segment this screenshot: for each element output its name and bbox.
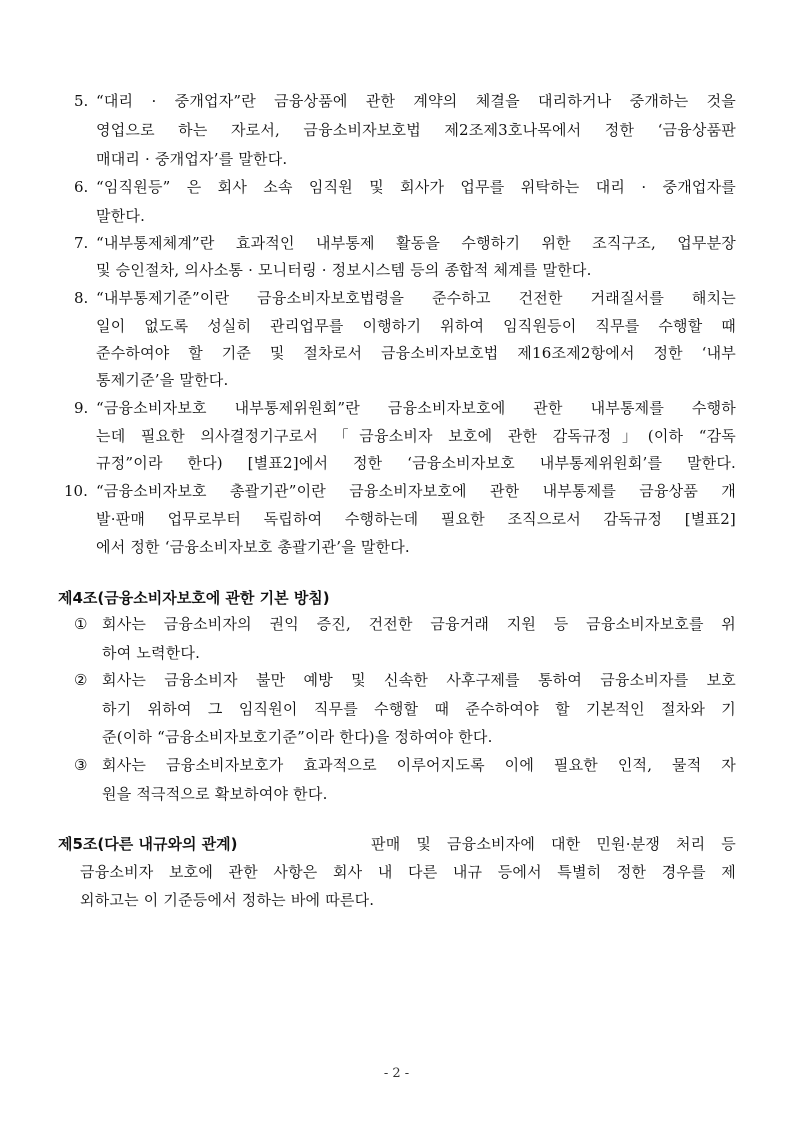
article-text-line: 금융소비자 보호에 관한 사항은 회사 내 다른 내규 등에서 특별히 정한 경우를 제 (80, 863, 736, 881)
clause-marker: ② (74, 671, 88, 689)
clause-text-line: 회사는 금융소비자의 권익 증진, 건전한 금융거래 지원 등 금융소비자보호를 위 (102, 615, 736, 633)
article-heading: 제4조(금융소비자보호에 관한 기본 방침) (58, 589, 330, 607)
page-number: - 2 - (383, 1066, 410, 1081)
definition-text-line: 는데 필요한 의사결정기구로서 「금융소비자 보호에 관한 감독규정」(이하 “감독 (96, 427, 736, 445)
definition-text-line: 발·판매 업무로부터 독립하여 수행하는데 필요한 조직으로서 감독규정 [별표2] (96, 510, 736, 528)
definition-text-line: 매대리 · 중개업자’를 말한다. (96, 150, 288, 168)
definition-number: 6. (74, 178, 89, 196)
definition-number: 5. (74, 92, 89, 110)
clause-text-line: 준(이하 “금융소비자보호기준”이라 한다)을 정하여야 한다. (102, 728, 493, 746)
definition-text-line: 및 승인절차, 의사소통 · 모니터링 · 정보시스템 등의 종합적 체계를 말한다. (96, 261, 592, 279)
clause-text-line: 회사는 금융소비자 불만 예방 및 신속한 사후구제를 통하여 금융소비자를 보호 (102, 671, 736, 689)
definition-number: 8. (74, 289, 89, 307)
definition-number: 7. (74, 234, 89, 252)
definition-text-line: “내부통제체계”란 효과적인 내부통제 활동을 수행하기 위한 조직구조, 업무분장 (96, 234, 736, 252)
definition-text-line: 통제기준’을 말한다. (96, 371, 229, 389)
article-text-line: 판매 및 금융소비자에 대한 민원·분쟁 처리 등 (371, 835, 736, 853)
article-text-line: 외하고는 이 기준등에서 정하는 바에 따른다. (80, 891, 375, 909)
definition-text-line: 영업으로 하는 자로서, 금융소비자보호법 제2조제3호나목에서 정한 ‘금융상품판 (96, 121, 736, 139)
definition-text-line: 말한다. (96, 207, 146, 225)
definition-text-line: 일이 없도록 성실히 관리업무를 이행하기 위하여 임직원등이 직무를 수행할 때 (96, 317, 736, 335)
definition-text-line: 규정”이라 한다) [별표2]에서 정한 ‘금융소비자보호 내부통제위원회’를 말한다. (96, 454, 736, 472)
definition-text-line: 준수하여야 할 기준 및 절차로서 금융소비자보호법 제16조제2항에서 정한 ‘내부 (96, 344, 736, 362)
definition-text-line: “임직원등” 은 회사 소속 임직원 및 회사가 업무를 위탁하는 대리 · 중개업자를 (96, 178, 736, 196)
clause-text-line: 하여 노력한다. (102, 644, 201, 662)
article-heading: 제5조(다른 내규와의 관계) (58, 835, 238, 853)
definition-text-line: “금융소비자보호 총괄기관”이란 금융소비자보호에 관한 내부통제를 금융상품 개 (96, 482, 736, 500)
clause-marker: ③ (74, 756, 88, 774)
definition-number: 10. (64, 482, 88, 500)
definition-text-line: “대리 · 중개업자”란 금융상품에 관한 계약의 체결을 대리하거나 중개하는 것을 (96, 92, 736, 110)
clause-text-line: 회사는 금융소비자보호가 효과적으로 이루어지도록 이에 필요한 인적, 물적 자 (102, 756, 736, 774)
definition-number: 9. (74, 399, 89, 417)
clause-text-line: 원을 적극적으로 확보하여야 한다. (102, 785, 328, 803)
definition-text-line: “내부통제기준”이란 금융소비자보호법령을 준수하고 건전한 거래질서를 해치는 (96, 289, 736, 307)
definition-text-line: 에서 정한 ‘금융소비자보호 총괄기관’을 말한다. (96, 538, 410, 556)
clause-text-line: 하기 위하여 그 임직원이 직무를 수행할 때 준수하여야 할 기본적인 절차와 기 (102, 700, 736, 718)
definition-text-line: “금융소비자보호 내부통제위원회”란 금융소비자보호에 관한 내부통제를 수행하 (96, 399, 736, 417)
clause-marker: ① (74, 615, 88, 633)
